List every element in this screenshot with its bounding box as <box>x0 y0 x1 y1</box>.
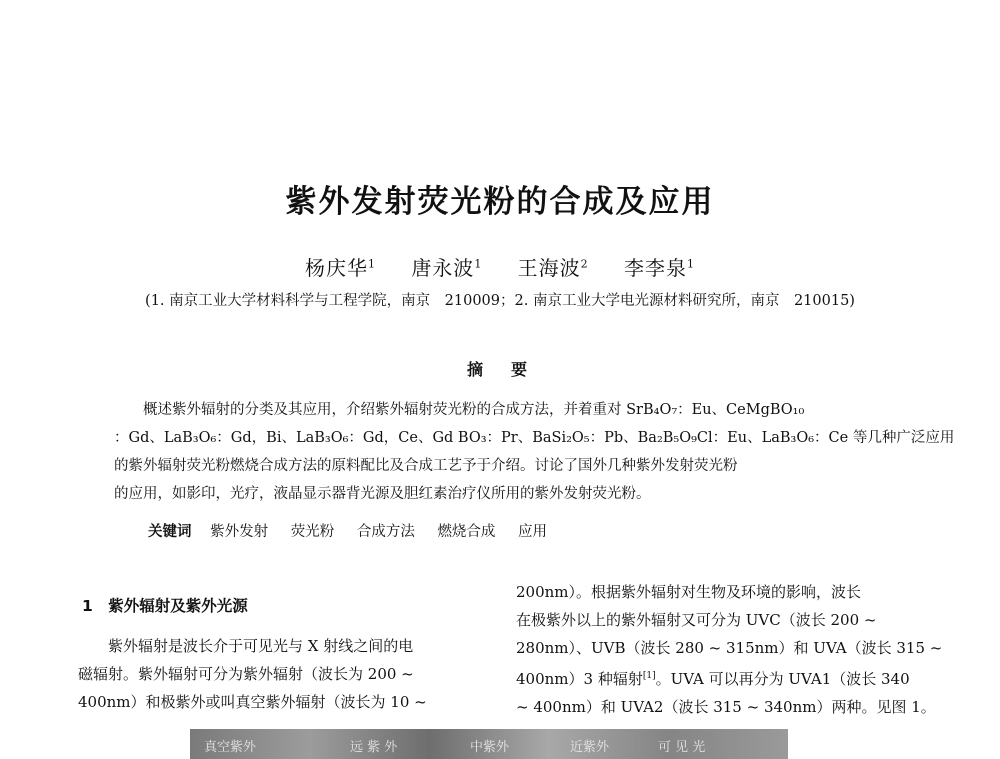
figure-strip-label: 可 见 光 <box>658 740 706 755</box>
paper-title: 紫外发射荧光粉的合成及应用 <box>285 184 715 220</box>
author-1: 杨庆华$^1$ <box>304 256 376 280</box>
body-column-right <box>516 578 943 721</box>
body-line: ~ 400nm）和 UVA2（波长 315 ~ 340nm）两种。见图 1。 <box>516 698 936 716</box>
keyword: 紫外发射 <box>210 524 269 540</box>
figure-strip-label: 远 紫 外 <box>350 740 398 755</box>
body-line: 磁辐射。紫外辐射可分为紫外辐射（波长为 200 ~ <box>78 665 414 683</box>
abstract-heading: 摘 要 <box>466 360 533 379</box>
figure-strip-label: 真空紫外 <box>204 740 257 755</box>
author-3: 王海波$^2$ <box>517 256 589 280</box>
body-line: 400nm）和极紫外或叫真空紫外辐射（波长为 10 ~ <box>78 693 427 711</box>
keyword: 合成方法 <box>356 524 415 540</box>
author-2: 唐永波$^1$ <box>411 256 483 280</box>
keywords <box>148 520 565 541</box>
citation-ref: [1] <box>642 671 656 681</box>
keyword: 荧光粉 <box>290 524 335 540</box>
body-line: 200nm）。根据紫外辐射对生物及环境的影响，波长 <box>516 583 862 601</box>
body-line: 280nm）、UVB（波长 280 ~ 315nm）和 UVA（波长 315 ~ <box>516 639 943 657</box>
body-line: 400nm）3 种辐射[1]。UVA 可以再分为 UVA1（波长 340 <box>516 670 910 688</box>
figure-strip-label: 中紫外 <box>470 740 510 755</box>
body-line: 在极紫外以上的紫外辐射又可分为 UVC（波长 200 ~ <box>516 611 877 629</box>
abstract-body <box>114 396 955 508</box>
figure-strip <box>190 729 788 759</box>
abstract-line: ：Gd、LaB₃O₆：Gd，Bi、LaB₃O₆：Gd，Ce、Gd BO₃：Pr、BaSi₂O₅：Pb、Ba₂B₅O₉Cl：Eu、LaB₃O₆：Ce 等几种广泛应用 <box>114 430 955 446</box>
body-column-left <box>78 632 482 716</box>
abstract-line: 概述紫外辐射的分类及其应用，介绍紫外辐射荧光粉的合成方法，并着重对 SrB₄O₇：Eu、CeMgBO₁₀ <box>114 402 805 418</box>
abstract-line: 的紫外辐射荧光粉燃烧合成方法的原料配比及合成工艺予于介绍。讨论了国外几种紫外发射荧光粉 <box>114 458 738 474</box>
abstract-line: 的应用，如影印，光疗，液晶显示器背光源及胆红素治疗仪所用的紫外发射荧光粉。 <box>114 486 651 502</box>
author-4: 李李泉$^1$ <box>624 256 696 280</box>
keyword: 应用 <box>518 524 548 540</box>
keyword: 燃烧合成 <box>437 524 496 540</box>
author-list <box>0 252 1000 281</box>
affiliations: (1. 南京工业大学材料科学与工程学院，南京 210009；2. 南京工业大学电光源材料研究所，南京 210015) <box>145 293 855 309</box>
section-heading: 1 紫外辐射及紫外光源 <box>82 597 248 615</box>
keywords-label: 关键词 <box>148 524 192 540</box>
body-line: 紫外辐射是波长介于可见光与 X 射线之间的电 <box>78 637 414 655</box>
figure-strip-label: 近紫外 <box>570 740 610 755</box>
